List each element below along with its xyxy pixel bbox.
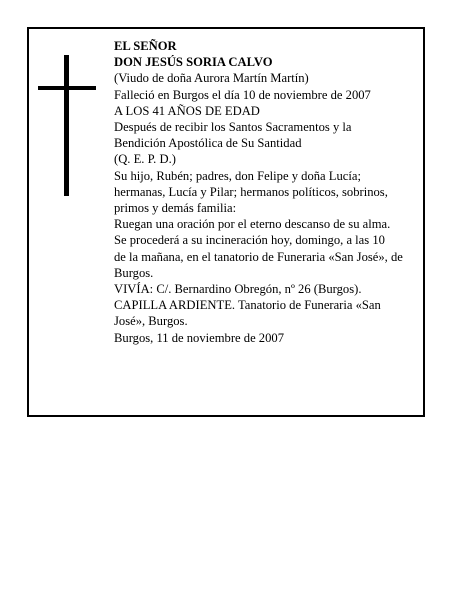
deceased-name: DON JESÚS SORIA CALVO <box>114 55 273 70</box>
cross-icon-crossbar <box>38 86 96 90</box>
death-line: Falleció en Burgos el día 10 de noviembre de 2007 <box>114 87 371 102</box>
family-line-3: primos y demás familia: <box>114 201 237 216</box>
family-line-2: hermanas, Lucía y Pilar; hermanos políticos, sobrinos, <box>114 184 388 199</box>
obituary-text <box>114 38 432 346</box>
family-line-1: Su hijo, Rubén; padres, don Felipe y doña Lucía; <box>114 168 361 183</box>
date-line: Burgos, 11 de noviembre de 2007 <box>114 330 284 345</box>
widow-line: (Viudo de doña Aurora Martín Martín) <box>114 71 309 86</box>
cross-icon <box>64 55 69 196</box>
chapel-line-1: CAPILLA ARDIENTE. Tanatorio de Funeraria «San <box>114 298 381 313</box>
qepd-line: (Q. E. P. D.) <box>114 152 176 167</box>
prayer-line: Ruegan una oración por el eterno descanso de su alma. <box>114 217 391 232</box>
chapel-line-2: José», Burgos. <box>114 314 188 329</box>
notice-title-line-1: EL SEÑOR <box>114 39 177 53</box>
cremation-line-1: Se procederá a su incineración hoy, domingo, a las 10 <box>114 233 385 248</box>
cremation-line-2: de la mañana, en el tanatorio de Funeraria «San José», de <box>114 249 403 264</box>
sacraments-line-1: Después de recibir los Santos Sacramentos y la <box>114 120 352 135</box>
age-line: A LOS 41 AÑOS DE EDAD <box>114 103 260 118</box>
sacraments-line-2: Bendición Apostólica de Su Santidad <box>114 136 302 151</box>
cremation-line-3: Burgos. <box>114 265 154 280</box>
address-line: VIVÍA: C/. Bernardino Obregón, nº 26 (Burgos). <box>114 282 362 297</box>
